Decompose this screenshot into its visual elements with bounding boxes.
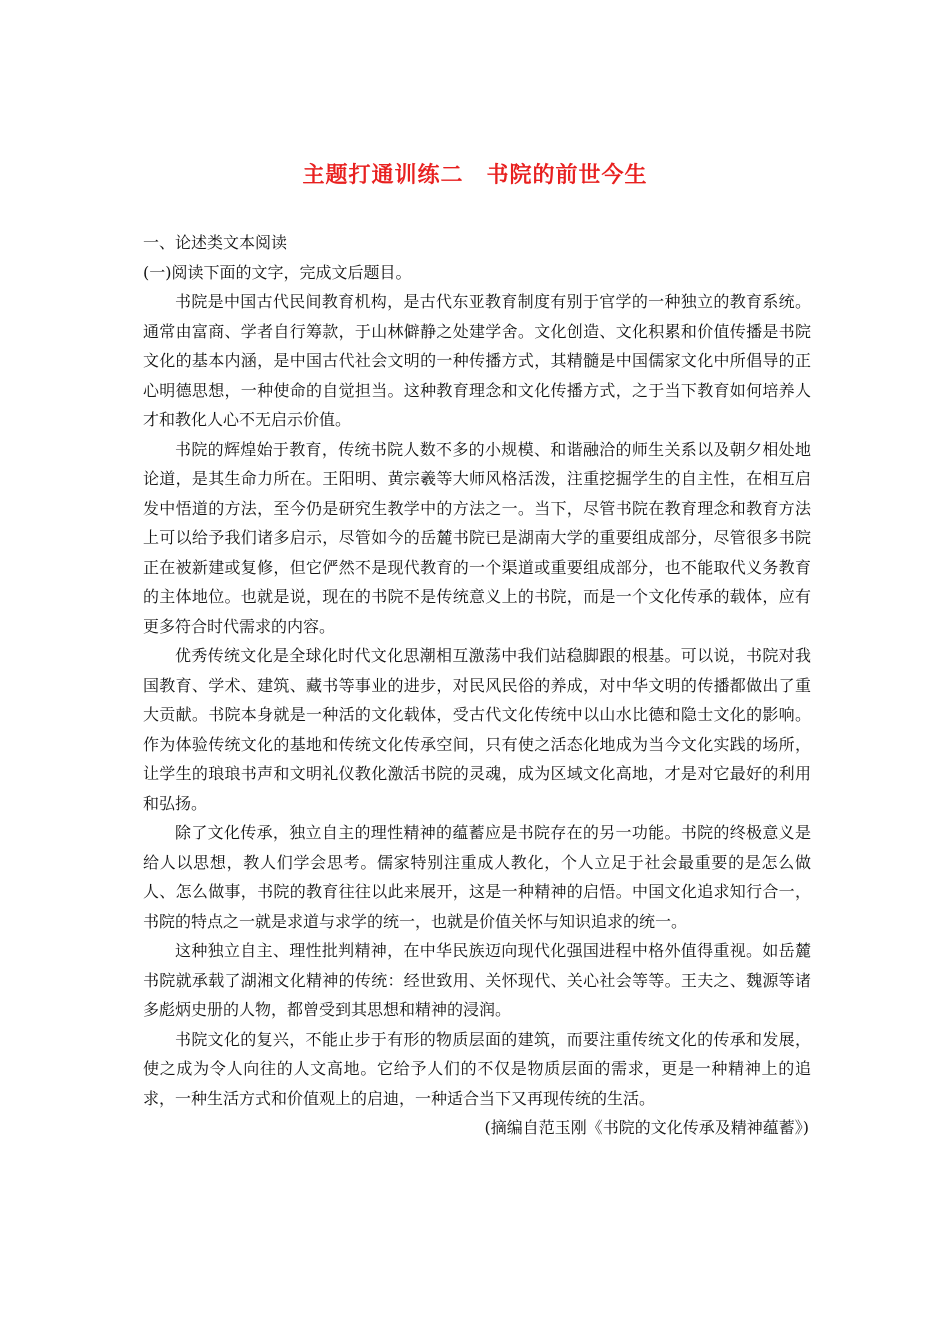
paragraph-6: 书院文化的复兴，不能止步于有形的物质层面的建筑，而要注重传统文化的传承和发展，使之成为令人向往的人文高地。它给予人们的不仅是物质层面的需求，更是一种精神上的追求，一种生活方式和价值观上的启迪，一种适合当下又再现传统的生活。 [143, 1029, 811, 1108]
source-citation: (摘编自范玉刚《书院的文化传承及精神蕴蓄》) [484, 1118, 809, 1137]
document-body [143, 228, 811, 1143]
paragraph-5: 这种独立自主、理性批判精神，在中华民族迈向现代化强国进程中格外值得重视。如岳麓书院就承载了湖湘文化精神的传统：经世致用、关怀现代、关心社会等等。王夫之、魏源等诸多彪炳史册的人物，都曾受到其思想和精神的浸润。 [143, 941, 811, 1019]
paragraph-1: 书院是中国古代民间教育机构，是古代东亚教育制度有别于官学的一种独立的教育系统。通常由富商、学者自行筹款，于山林僻静之处建学舍。文化创造、文化积累和价值传播是书院文化的基本内涵，是中国古代社会文明的一种传播方式，其精髓是中国儒家文化中所倡导的正心明德思想，一种使命的自觉担当。这种教育理念和文化传播方式，之于当下教育如何培养人才和教化人心不无启示价值。 [143, 292, 811, 429]
paragraph-3: 优秀传统文化是全球化时代文化思潮相互激荡中我们站稳脚跟的根基。可以说，书院对我国教育、学术、建筑、藏书等事业的进步，对民风民俗的养成，对中华文明的传播都做出了重大贡献。书院本身就是一种活的文化载体，受古代文化传统中以山水比德和隐士文化的影响。作为体验传统文化的基地和传统文化传承空间，只有使之活态化地成为当今文化实践的场所，让学生的琅琅书声和文明礼仪教化激活书院的灵魂，成为区域文化高地，才是对它最好的利用和弘扬。 [143, 646, 811, 813]
sub-heading: (一)阅读下面的文字，完成文后题目。 [143, 262, 412, 282]
page-title: 主题打通训练二 书院的前世今生 [302, 163, 648, 188]
section-heading: 一、论述类文本阅读 [143, 233, 288, 252]
paragraph-2: 书院的辉煌始于教育，传统书院人数不多的小规模、和谐融洽的师生关系以及朝夕相处地论道，是其生命力所在。王阳明、黄宗羲等大师风格活泼，注重挖掘学生的自主性，在相互启发中悟道的方法，至今仍是研究生教学中的方法之一。当下，尽管书院在教育理念和教育方法上可以给予我们诸多启示，尽管如今的岳麓书院已是湖南大学的重要组成部分，尽管很多书院正在被新建或复修，但它俨然不是现代教育的一个渠道或重要组成部分，也不能取代义务教育的主体地位。也就是说，现在的书院不是传统意义上的书院，而是一个文化传承的载体，应有更多符合时代需求的内容。 [143, 439, 811, 636]
paragraph-4: 除了文化传承，独立自主的理性精神的蕴蓄应是书院存在的另一功能。书院的终极意义是给人以思想，教人们学会思考。儒家特别注重成人教化，个人立足于社会最重要的是怎么做人、怎么做事，书院的教育往往以此来展开，这是一种精神的启悟。中国文化追求知行合一，书院的特点之一就是求道与求学的统一，也就是价值关怀与知识追求的统一。 [143, 823, 811, 931]
